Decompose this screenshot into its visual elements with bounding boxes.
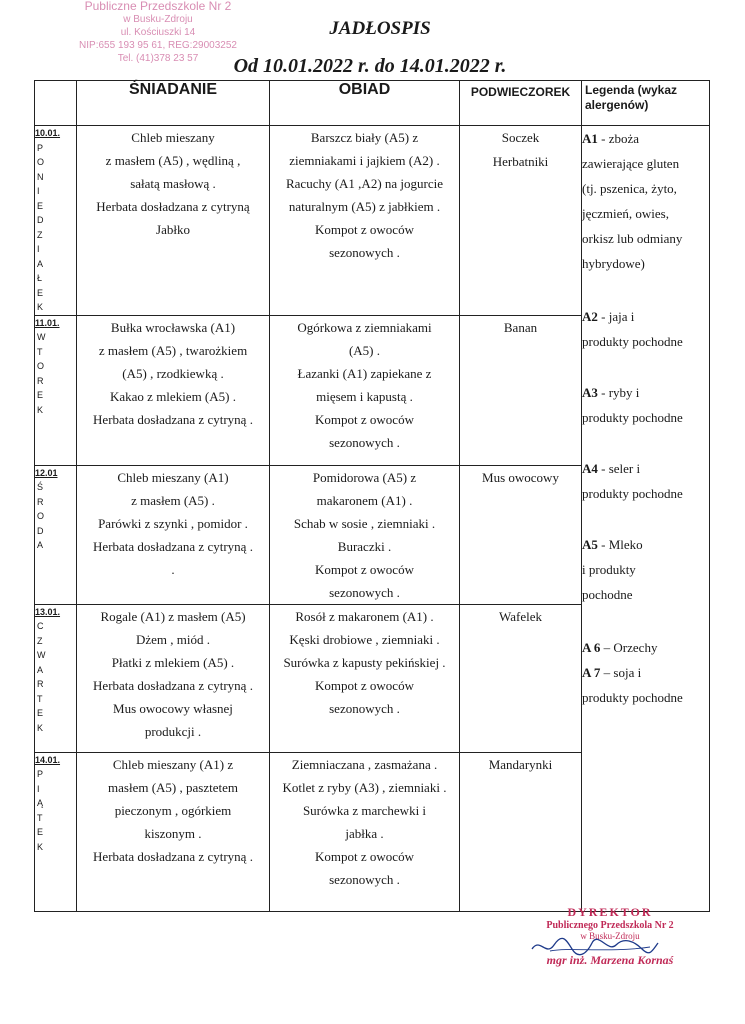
allergen-code: A1 bbox=[582, 131, 598, 146]
snack-cell bbox=[460, 752, 582, 911]
allergen-code: A 6 bbox=[582, 640, 601, 655]
legend-text: produkty pochodne bbox=[582, 690, 683, 705]
day-name-letter: W bbox=[37, 332, 46, 342]
legend-entry bbox=[582, 532, 709, 607]
breakfast-cell bbox=[77, 465, 270, 604]
day-name-letter: A bbox=[37, 258, 44, 269]
day-cell bbox=[35, 465, 77, 604]
lunch-line: Pomidorowa (A5) z bbox=[312, 469, 417, 485]
header-legend: Legenda (wykaz alergenów) bbox=[582, 81, 710, 126]
breakfast-line: Herbata dosładzana z cytryną . bbox=[93, 848, 253, 864]
breakfast-line: Rogale (A1) z masłem (A5) bbox=[100, 608, 246, 624]
lunch-line: Kompot z owoców bbox=[315, 677, 414, 693]
lunch-cell bbox=[270, 315, 460, 465]
breakfast-line: Parówki z szynki , pomidor . bbox=[98, 515, 248, 531]
snack-cell bbox=[460, 604, 582, 752]
legend-entry bbox=[582, 635, 709, 660]
legend-text: - seler i bbox=[597, 461, 641, 476]
breakfast-line: Chleb mieszany (A1) bbox=[117, 469, 229, 485]
legend-text: (tj. pszenica, żyto, bbox=[582, 181, 677, 196]
lunch-line: Ziemniaczana , zasmażana . bbox=[291, 756, 438, 772]
legend-text: produkty pochodne bbox=[582, 410, 683, 425]
allergen-code: A 7 bbox=[582, 665, 601, 680]
stamp-line: NIP:655 193 95 61, REG:29003252 bbox=[79, 40, 237, 51]
day-name-letter: C bbox=[37, 621, 44, 631]
snack-line: Mus owocowy bbox=[482, 469, 559, 485]
breakfast-line: kiszonym . bbox=[144, 825, 202, 841]
snack-cell bbox=[460, 315, 582, 465]
handwritten-signature bbox=[530, 935, 660, 957]
breakfast-line: Kakao z mlekiem (A5) . bbox=[110, 388, 236, 404]
breakfast-cell bbox=[77, 752, 270, 911]
day-name-letter: W bbox=[37, 650, 46, 660]
breakfast-line: Herbata dosładzana z cytryną bbox=[96, 199, 250, 214]
legend-entry bbox=[582, 126, 709, 276]
legend-entry bbox=[582, 304, 709, 354]
lunch-line: Kompot z owoców bbox=[315, 222, 414, 237]
lunch-line: Kompot z owoców bbox=[315, 848, 414, 864]
legend-line bbox=[582, 251, 709, 276]
legend-text: - jaja i bbox=[597, 309, 635, 324]
snack-line: Wafelek bbox=[499, 608, 542, 624]
lunch-line: sezonowych . bbox=[329, 434, 400, 450]
snack-line: Herbatniki bbox=[492, 154, 549, 169]
snack-cell bbox=[460, 126, 582, 316]
day-name-letter: K bbox=[37, 302, 44, 312]
day-name-letter: E bbox=[37, 200, 44, 211]
day-name-letter: I bbox=[37, 783, 40, 794]
signature-org: Publicznego Przedszkola Nr 2 bbox=[546, 920, 674, 931]
day-name-letter: T bbox=[37, 346, 43, 357]
stamp-line: Tel. (41)378 23 57 bbox=[117, 53, 199, 64]
lunch-line: Buraczki . bbox=[337, 538, 392, 554]
legend-text: jęczmień, owies, bbox=[582, 206, 669, 221]
breakfast-line: Jabłko bbox=[156, 222, 190, 237]
breakfast-cell bbox=[77, 315, 270, 465]
lunch-line: Kęski drobiowe , ziemniaki . bbox=[289, 631, 440, 647]
day-date: 10.01. bbox=[35, 128, 61, 138]
breakfast-line: (A5) , rzodkiewką . bbox=[122, 365, 224, 381]
day-name-letter: I bbox=[37, 186, 40, 196]
legend-line bbox=[582, 557, 709, 582]
day-date: 11.01. bbox=[35, 317, 60, 328]
legend-line bbox=[582, 176, 709, 201]
legend-text: produkty pochodne bbox=[582, 486, 683, 501]
day-name-letter: E bbox=[37, 708, 44, 718]
breakfast-line: Mus owocowy własnej bbox=[113, 700, 233, 716]
legend-line bbox=[582, 126, 709, 151]
day-name-letter: I bbox=[37, 244, 40, 254]
day-name-letter: R bbox=[37, 679, 44, 689]
lunch-line: Rosół z makaronem (A1) . bbox=[295, 608, 434, 624]
day-name-letter: O bbox=[37, 157, 45, 167]
day-name-letter: O bbox=[37, 361, 45, 371]
lunch-line: naturalnym (A5) z jabłkiem . bbox=[288, 199, 441, 214]
day-name-letter: K bbox=[37, 841, 44, 852]
day-name-letter: K bbox=[37, 722, 44, 733]
snack-line: Banan bbox=[503, 319, 538, 335]
signature-name: mgr inż. Marzena Kornaś bbox=[546, 953, 674, 967]
day-name-letter: K bbox=[37, 404, 44, 415]
breakfast-cell bbox=[77, 126, 270, 316]
legend-line bbox=[582, 226, 709, 251]
breakfast-line: Chleb mieszany (A1) z bbox=[112, 756, 234, 772]
legend-line bbox=[582, 582, 709, 607]
stamp-line: Publiczne Przedszkole Nr 2 bbox=[84, 0, 232, 13]
legend-line bbox=[582, 660, 709, 685]
day-date: 14.01. bbox=[35, 754, 61, 765]
lunch-line: Łazanki (A1) zapiekane z bbox=[297, 365, 432, 381]
breakfast-line: Herbata dosładzana z cytryną . bbox=[93, 411, 253, 427]
date-range: Od 10.01.2022 r. do 14.01.2022 r. bbox=[233, 55, 507, 77]
lunch-line: Ogórkowa z ziemniakami bbox=[297, 319, 432, 335]
legend-entry bbox=[582, 380, 709, 430]
breakfast-line: Dżem , miód . bbox=[135, 631, 210, 647]
allergen-code: A2 bbox=[582, 309, 598, 324]
legend-line bbox=[582, 380, 709, 405]
lunch-line: sezonowych . bbox=[329, 700, 400, 716]
lunch-cell bbox=[270, 465, 460, 604]
legend-line bbox=[582, 304, 709, 329]
lunch-line: jabłka . bbox=[345, 825, 384, 841]
menu-table bbox=[34, 80, 710, 912]
day-name-letter: Z bbox=[37, 229, 43, 240]
legend-text: pochodne bbox=[582, 587, 633, 602]
day-name-letter: D bbox=[37, 215, 44, 225]
lunch-line: sezonowych . bbox=[329, 584, 400, 600]
legend-text: zawierające gluten bbox=[582, 156, 680, 171]
lunch-line: ziemniakami i jajkiem (A2) . bbox=[289, 153, 440, 168]
day-name-letter: Ą bbox=[37, 798, 44, 808]
legend-text: - ryby i bbox=[597, 385, 640, 400]
day-name-letter: N bbox=[37, 171, 44, 182]
lunch-line: Racuchy (A1 ,A2) na jogurcie bbox=[285, 176, 444, 191]
legend-text: – soja i bbox=[600, 665, 642, 680]
header-lunch: OBIAD bbox=[270, 81, 460, 126]
legend-line bbox=[582, 405, 709, 430]
breakfast-line: Herbata dosładzana z cytryną . bbox=[93, 677, 253, 693]
lunch-cell bbox=[270, 126, 460, 316]
day-name-letter: R bbox=[37, 375, 44, 386]
day-cell bbox=[35, 604, 77, 752]
legend-text: hybrydowe) bbox=[582, 256, 645, 271]
breakfast-line: pieczonym , ogórkiem bbox=[114, 802, 232, 818]
legend-line bbox=[582, 201, 709, 226]
day-name-letter: D bbox=[37, 525, 44, 536]
page-title: JADŁOSPIS bbox=[329, 18, 431, 39]
day-cell bbox=[35, 315, 77, 465]
breakfast-line: masłem (A5) , pasztetem bbox=[108, 779, 238, 795]
stamp-line: w Busku-Zdroju bbox=[123, 14, 193, 25]
corner-cell bbox=[35, 81, 77, 126]
day-date: 13.01. bbox=[35, 606, 61, 617]
day-name-letter: T bbox=[37, 812, 43, 823]
day-name-letter: P bbox=[37, 142, 44, 153]
lunch-line: Kompot z owoców bbox=[315, 411, 414, 427]
snack-line: Soczek bbox=[501, 130, 540, 145]
signature-town: w Busku-Zdroju bbox=[580, 931, 640, 941]
allergen-code: A3 bbox=[582, 385, 598, 400]
snack-cell bbox=[460, 465, 582, 604]
legend-line bbox=[582, 456, 709, 481]
legend-line bbox=[582, 635, 709, 660]
allergen-code: A4 bbox=[582, 461, 598, 476]
day-name-letter: Ł bbox=[37, 273, 43, 283]
header-breakfast: ŚNIADANIE bbox=[77, 81, 270, 126]
day-name-letter: O bbox=[37, 511, 45, 521]
legend-entry bbox=[582, 456, 709, 506]
legend-text: – Orzechy bbox=[600, 640, 658, 655]
allergen-code: A5 bbox=[582, 537, 598, 552]
lunch-line: mięsem i kapustą . bbox=[316, 388, 413, 404]
day-cell bbox=[35, 752, 77, 911]
lunch-line: Kotlet z ryby (A3) , ziemniaki . bbox=[282, 779, 447, 795]
signature-title: DYREKTOR bbox=[567, 905, 653, 919]
lunch-line: sezonowych . bbox=[329, 245, 400, 260]
legend-text: orkisz lub odmiany bbox=[582, 231, 683, 246]
breakfast-line: produkcji . bbox=[144, 723, 202, 739]
legend-line bbox=[582, 151, 709, 176]
stamp-line: ul. Kościuszki 14 bbox=[120, 27, 196, 38]
legend-text: - Mleko bbox=[597, 537, 643, 552]
lunch-cell bbox=[270, 752, 460, 911]
lunch-line: (A5) . bbox=[348, 342, 381, 358]
breakfast-line: . bbox=[171, 561, 175, 577]
lunch-line: Schab w sosie , ziemniaki . bbox=[293, 515, 436, 531]
snack-line: Mandarynki bbox=[488, 756, 553, 772]
day-name-letter: A bbox=[37, 540, 44, 550]
lunch-line: makaronem (A1) . bbox=[316, 492, 413, 508]
legend-text: i produkty bbox=[582, 562, 636, 577]
legend-line bbox=[582, 532, 709, 557]
legend-line bbox=[582, 329, 709, 354]
legend-cell bbox=[582, 126, 710, 912]
breakfast-line: z masłem (A5) , wędliną , bbox=[105, 153, 241, 168]
breakfast-line: z masłem (A5) , twarożkiem bbox=[98, 342, 248, 358]
day-name-letter: Ś bbox=[37, 482, 44, 492]
day-name-letter: Z bbox=[37, 635, 43, 646]
breakfast-line: Chleb mieszany bbox=[131, 130, 215, 145]
lunch-line: Barszcz biały (A5) z bbox=[310, 130, 419, 145]
day-name-letter: P bbox=[37, 769, 44, 779]
breakfast-line: sałatą masłową . bbox=[130, 176, 216, 191]
header-snack: PODWIECZOREK bbox=[460, 81, 582, 126]
breakfast-line: Bułka wrocławska (A1) bbox=[110, 319, 236, 335]
lunch-line: Kompot z owoców bbox=[315, 561, 414, 577]
lunch-cell bbox=[270, 604, 460, 752]
header-row bbox=[35, 81, 710, 126]
day-name-letter: E bbox=[37, 827, 44, 837]
legend-line bbox=[582, 685, 709, 710]
legend-line bbox=[582, 481, 709, 506]
legend-text: produkty pochodne bbox=[582, 334, 683, 349]
day-row bbox=[35, 126, 710, 316]
legend-entry bbox=[582, 660, 709, 710]
day-cell bbox=[35, 126, 77, 316]
day-name-letter: T bbox=[37, 693, 43, 704]
day-date: 12.01 bbox=[35, 467, 58, 478]
breakfast-cell bbox=[77, 604, 270, 752]
breakfast-line: Herbata dosładzana z cytryną . bbox=[93, 538, 253, 554]
legend-text: - zboża bbox=[597, 131, 640, 146]
lunch-line: Surówka z marchewki i bbox=[302, 802, 427, 818]
breakfast-line: z masłem (A5) . bbox=[131, 492, 215, 508]
day-name-letter: A bbox=[37, 664, 44, 675]
day-name-letter: E bbox=[37, 287, 44, 298]
day-name-letter: R bbox=[37, 496, 44, 507]
lunch-line: sezonowych . bbox=[329, 871, 400, 887]
breakfast-line: Płatki z mlekiem (A5) . bbox=[111, 654, 235, 670]
day-name-letter: E bbox=[37, 390, 44, 400]
lunch-line: Surówka z kapusty pekińskiej . bbox=[283, 654, 446, 670]
